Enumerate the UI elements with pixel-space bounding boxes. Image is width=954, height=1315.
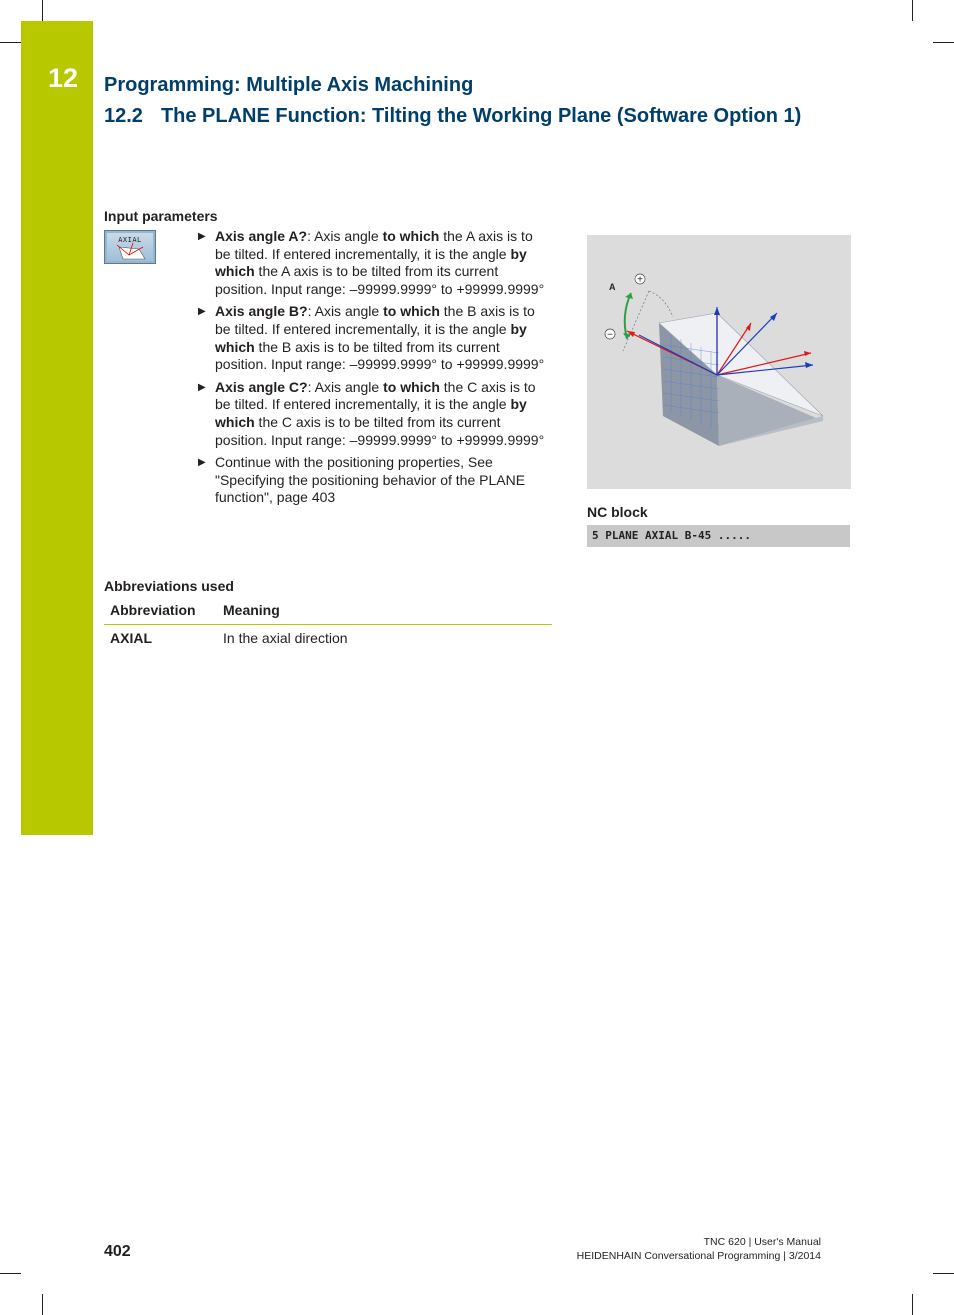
- axial-softkey: [104, 230, 156, 264]
- parameter-label: Axis angle C?: [215, 378, 308, 395]
- parameter-text: : Axis angle: [307, 378, 384, 395]
- meaning-cell: In the axial direction: [223, 630, 348, 646]
- axial-tilt-illustration: [587, 235, 851, 489]
- plus-sign: +: [637, 274, 643, 286]
- tilted-plane-figure: [587, 235, 851, 489]
- crop-mark: [933, 1273, 954, 1274]
- crop-mark: [42, 0, 43, 21]
- column-header-meaning: Meaning: [217, 598, 552, 625]
- footer-line-programming: HEIDENHAIN Conversational Programming | 3/2014: [576, 1250, 821, 1262]
- parameter-list: [196, 228, 546, 512]
- crop-mark: [912, 1294, 913, 1315]
- parameter-label: Axis angle B?: [215, 303, 308, 320]
- input-parameters-heading: Input parameters: [104, 208, 218, 224]
- chapter-title: Programming: Multiple Axis Machining: [104, 74, 474, 96]
- section-number: 12.2: [104, 105, 143, 127]
- bullet-triangle-icon: ▶: [198, 457, 206, 469]
- parameter-label: Axis angle A?: [215, 228, 308, 244]
- parameter-text: the B axis is to be tilted. If entered incrementally, it is the angle: [215, 303, 535, 337]
- section-title: The PLANE Function: Tilting the Working Plane (Software Option 1): [160, 105, 802, 127]
- bullet-triangle-icon: ▶: [198, 381, 206, 393]
- list-item: [196, 303, 546, 373]
- parameter-emphasis: to which: [383, 303, 440, 320]
- parameter-emphasis: by which: [215, 320, 527, 355]
- abbreviation-cell: AXIAL: [110, 630, 152, 646]
- softkey-plane-icon: [109, 237, 153, 263]
- parameter-text: the C axis is to be tilted. If entered incrementally, it is the angle: [215, 378, 536, 413]
- parameter-text: : Axis angle: [307, 228, 383, 244]
- chapter-number: 12: [48, 63, 79, 93]
- parameter-text: the C axis is to be tilted from its current position. Input range: –99999.9999° to +99999.9999°: [215, 413, 545, 448]
- list-item: [196, 379, 546, 449]
- parameter-text: : Axis angle: [307, 303, 384, 320]
- abbreviations-table: [104, 598, 552, 651]
- parameter-text: the B axis is to be tilted from its current position. Input range: –99999.9999° to +99999.9999°: [215, 338, 545, 373]
- crop-mark: [0, 1273, 21, 1274]
- footer-line-manual: TNC 620 | User's Manual: [703, 1236, 821, 1248]
- axis-label: A: [609, 282, 616, 292]
- parameter-emphasis: by which: [215, 396, 527, 430]
- nc-code-line: 5 PLANE AXIAL B-45 .....: [592, 529, 751, 542]
- minus-sign: −: [607, 329, 613, 341]
- parameter-emphasis: to which: [382, 228, 440, 244]
- chapter-band: [21, 21, 93, 835]
- crop-mark: [912, 0, 913, 21]
- softkey-label: AXIAL: [118, 236, 142, 244]
- section-heading: [104, 103, 801, 129]
- bullet-triangle-icon: ▶: [198, 306, 206, 318]
- list-item: [196, 454, 546, 507]
- table-row: [104, 625, 552, 652]
- crop-mark: [42, 1294, 43, 1315]
- crop-mark: [0, 42, 21, 43]
- table-header-row: [104, 598, 552, 625]
- softkey-face: [107, 233, 153, 261]
- crop-mark: [933, 42, 954, 43]
- page-number: 402: [104, 1243, 131, 1260]
- nc-code-block: [587, 525, 850, 547]
- abbreviations-heading: Abbreviations used: [104, 578, 234, 594]
- parameter-text: the A axis is to be tilted. If entered incrementally, it is the angle: [215, 228, 533, 262]
- column-header-abbreviation: Abbreviation: [104, 598, 217, 625]
- parameter-emphasis: to which: [383, 378, 440, 395]
- bullet-triangle-icon: ▶: [198, 231, 206, 242]
- continue-text: Continue with the positioning properties, See "Specifying the positioning behavior of the PLANE function", page 403: [215, 454, 526, 506]
- parameter-text: the A axis is to be tilted from its current position. Input range: –99999.9999° to +99999.9999°: [215, 263, 545, 297]
- footer-text: [577, 1235, 821, 1263]
- list-item: [196, 228, 546, 298]
- parameter-emphasis: by which: [215, 245, 527, 280]
- nc-block-heading: NC block: [587, 504, 648, 520]
